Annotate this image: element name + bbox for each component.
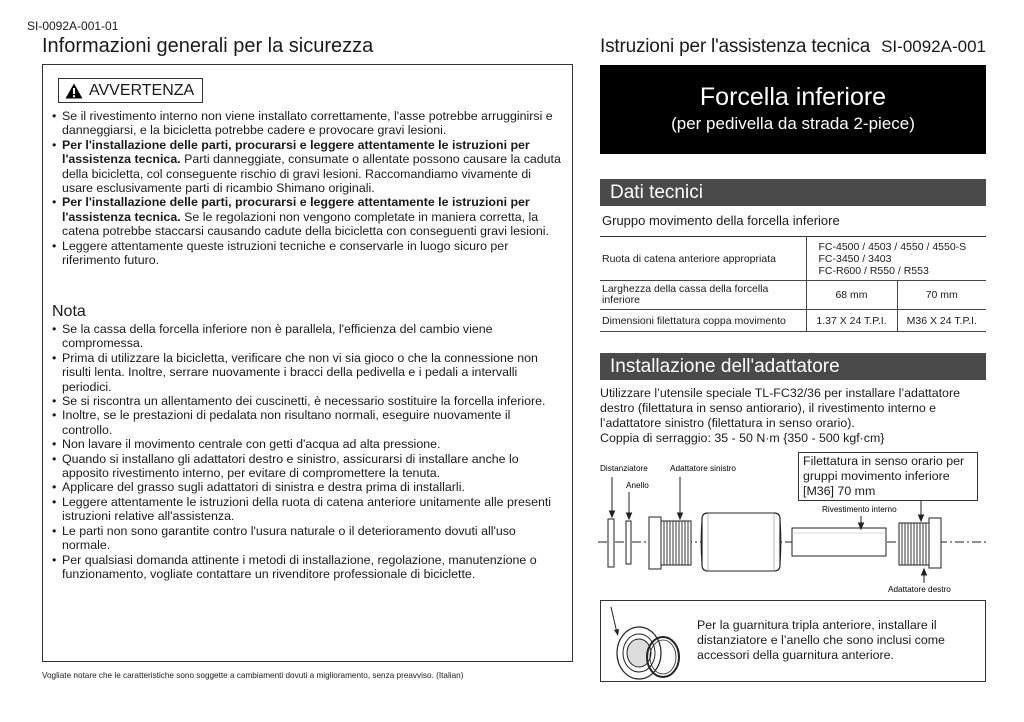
document-code: SI-0092A-001: [881, 37, 986, 56]
triple-crank-text: Per la guarnitura tripla anteriore, installare il distanziatore e l’anello che sono inclusi come accessori della guarnitura anteriore.: [697, 618, 945, 662]
nota-list: [52, 322, 562, 581]
right-header: [600, 36, 986, 58]
warning-badge: [58, 78, 203, 103]
table-cell: M36 X 24 T.P.I.: [897, 310, 986, 332]
table-cell: 70 mm: [897, 281, 986, 310]
right-adapter-label: Adattatore destro: [888, 585, 951, 594]
product-title: Forcella inferiore: [699, 83, 887, 111]
table-cell: 1.37 X 24 T.P.I.: [806, 310, 897, 332]
product-title-box: [600, 65, 986, 154]
table-cell: Dimensioni filettatura coppa movimento: [600, 310, 806, 332]
right-adapter-part: [899, 518, 941, 568]
document-id: SI-0092A-001-01: [27, 19, 119, 33]
specs-subtitle: Gruppo movimento della forcella inferiore: [602, 213, 840, 228]
table-row: [600, 237, 986, 281]
spacer-ring-illustration: [605, 605, 689, 681]
table-cell: FC-4500 / 4503 / 4550 / 4550-S FC-3450 / 3403 FC-R600 / R550 / R553: [806, 237, 986, 281]
thread-callout: Filettatura in senso orario per gruppi movimento inferiore [M36] 70 mm: [798, 452, 978, 501]
table-row: [600, 310, 986, 332]
ring-label: Anello: [626, 481, 649, 490]
left-adapter-part: [649, 517, 691, 569]
nota-item: • Le parti non sono garantite contro l'usura naturale o il deterioramento dovuti all'uso normale.: [52, 524, 562, 553]
nota-item: • Prima di utilizzare la bicicletta, verificare che non vi sia gioco o che la connessione non risulti lenta. Inoltre, serrare nuovamente i bracci della pedivella e i pedali a intervalli periodici.: [52, 351, 562, 394]
footer-note: Vogliate notare che le caratteristiche sono soggette a cambiamenti dovuti a miglioramento, senza preavviso. (Italian): [42, 671, 464, 680]
warning-item: • Per l'installazione delle parti, procurarsi e leggere attentamente le istruzioni per l'assistenza tecnica. Parti danneggiate, consumate o allentate possono causare la caduta della bicicletta, col conseguente rischio di gravi lesioni. Raccomandiamo vivamente di usare esclusivamente parti di ricambio Shimano originali.: [52, 138, 562, 196]
nota-item: • Leggere attentamente le istruzioni della ruota di catena anteriore unitamente alle presenti istruzioni relative all'assistenza.: [52, 495, 562, 524]
table-cell: Ruota di catena anteriore appropriata: [600, 237, 806, 281]
nota-item: • Se si riscontra un allentamento dei cuscinetti, è necessario sostituire la forcella inferiore.: [52, 394, 562, 408]
nota-item: • Quando si installano gli adattatori destro e sinistro, assicurarsi di installare anche lo apposito rivestimento interno, per evitare di compromettere la tenuta.: [52, 452, 562, 481]
warning-triangle-icon: [65, 83, 83, 99]
bb-shell-part: [701, 513, 781, 571]
warning-item: • Per l'installazione delle parti, procurarsi e leggere attentamente le istruzioni per l'assistenza tecnica. Se le regolazioni non vengono completate in maniera corretta, la catena potrebbe staccarsi causando cadute della bicicletta con conseguenti gravi lesioni.: [52, 195, 562, 238]
triple-crank-callout: [600, 600, 986, 682]
warning-item: • Se il rivestimento interno non viene installato correttamente, l'asse potrebbe arrugginirsi e danneggiarsi, e la bicicletta potrebbe cadere e provocare gravi lesioni.: [52, 109, 562, 138]
spacer-label: Distanziatore: [600, 464, 648, 473]
table-cell: Larghezza della cassa della forcella inferiore: [600, 281, 806, 310]
nota-heading: Nota: [52, 303, 86, 320]
inner-cover-part: [792, 528, 886, 556]
safety-title: Informazioni generali per la sicurezza: [42, 35, 374, 57]
left-adapter-label: Adattatore sinistro: [670, 464, 736, 473]
nota-item: • Se la cassa della forcella inferiore non è parallela, l'efficienza del cambio viene compromessa.: [52, 322, 562, 351]
safety-box: [42, 64, 573, 662]
specs-section-bar: Dati tecnici: [600, 179, 986, 206]
table-cell: 68 mm: [806, 281, 897, 310]
warning-list: [52, 109, 562, 267]
nota-item: • Inoltre, se le prestazioni di pedalata non risultano normali, eseguire nuovamente il controllo.: [52, 408, 562, 437]
spacer-part: [608, 519, 614, 567]
service-instructions-title: Istruzioni per l'assistenza tecnica: [600, 36, 871, 57]
specs-table: [600, 236, 986, 332]
install-instructions: Utilizzare l’utensile speciale TL-FC32/36 per installare l’adattatore destro (filettatura in senso antiorario), il rivestimento interno e l’adattatore sinistro (filettatura in senso orario). Coppia di serraggio: 35 - 50 N·m {350 - 500 kgf·cm}: [600, 386, 960, 445]
table-row: [600, 281, 986, 310]
product-subtitle: (per pedivella da strada 2-piece): [671, 114, 915, 133]
nota-item: • Applicare del grasso sugli adattatori di sinistra e destra prima di installarli.: [52, 480, 562, 494]
nota-item: • Non lavare il movimento centrale con getti d'acqua ad alta pressione.: [52, 437, 562, 451]
warning-badge-label: AVVERTENZA: [89, 81, 195, 99]
ring-part: [626, 521, 631, 564]
nota-item: • Per qualsiasi domanda attinente i metodi di installazione, regolazione, manutenzione o funzionamento, vogliate contattare un rivenditore professionale di biciclette.: [52, 553, 562, 582]
warning-item: • Leggere attentamente queste istruzioni tecniche e conservarle in luogo sicuro per riferimento futuro.: [52, 239, 562, 268]
install-section-bar: Installazione dell'adattatore: [600, 353, 986, 380]
inner-cover-label: Rivestimento interno: [822, 505, 897, 514]
